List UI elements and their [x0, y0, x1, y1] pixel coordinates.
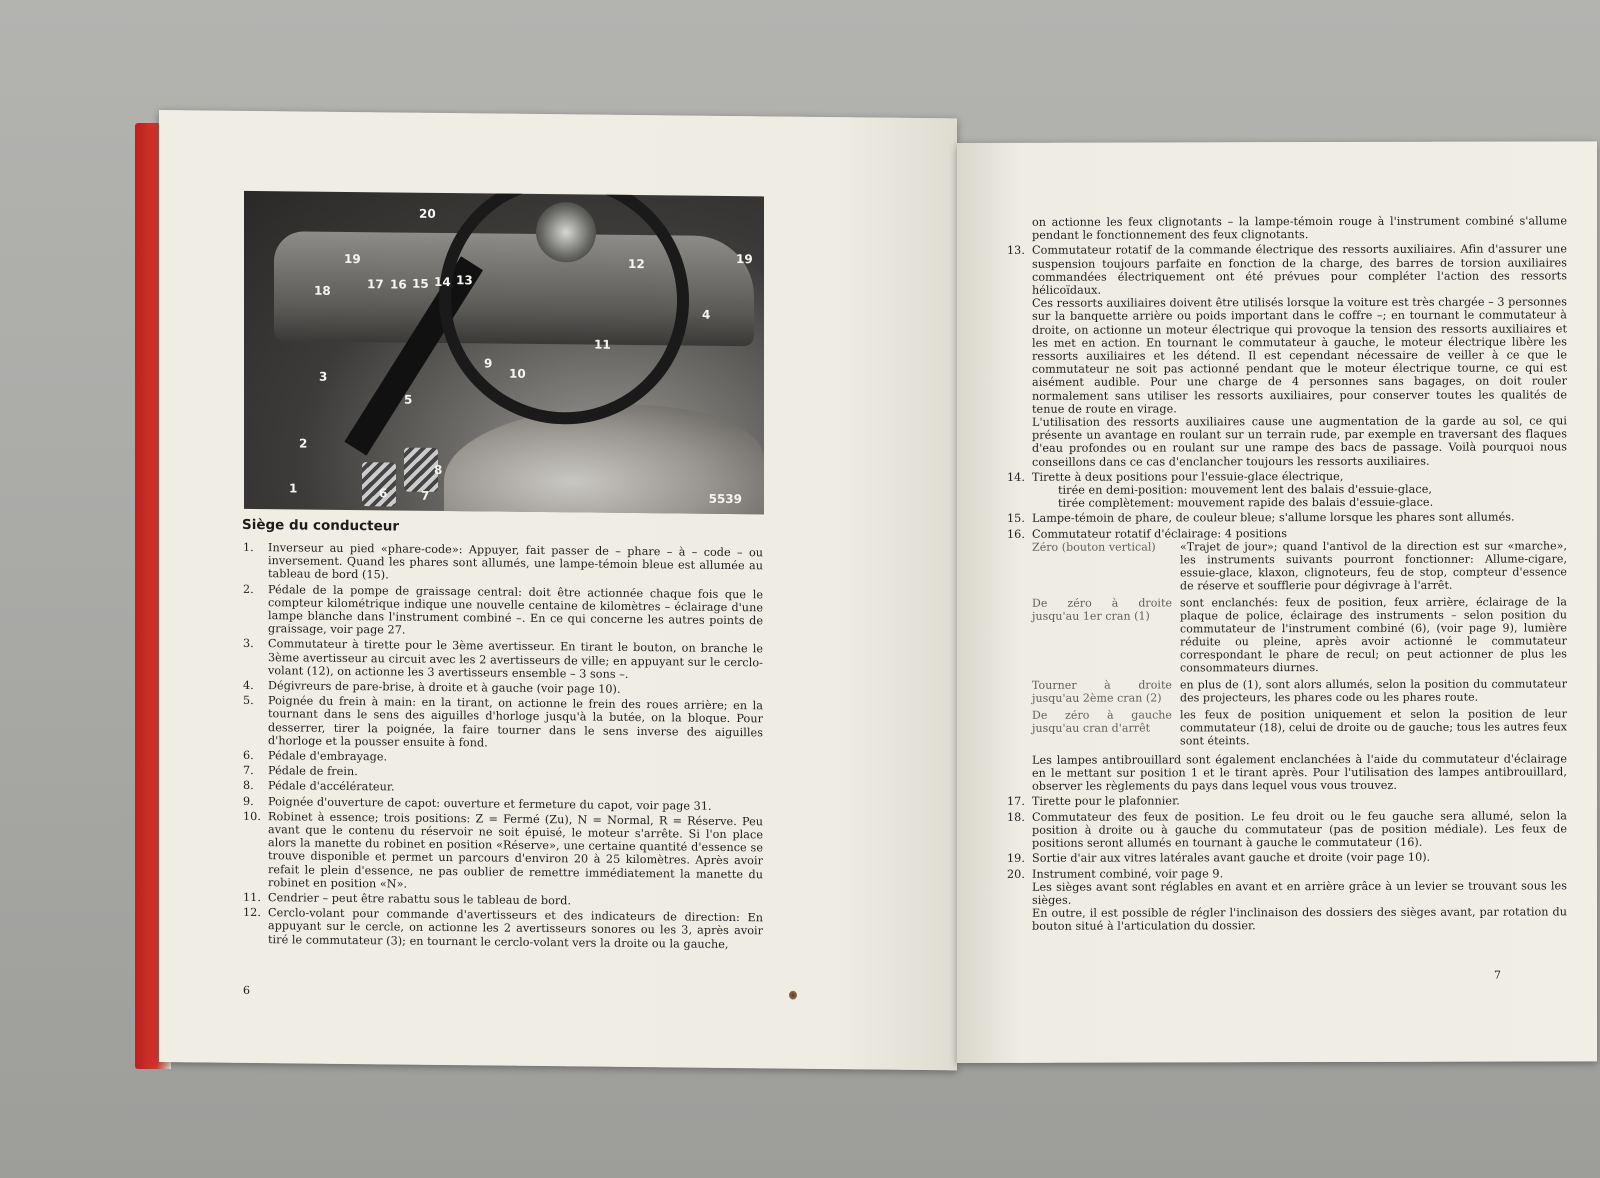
- table-row: Zéro (bouton vertical) «Trajet de jour»; quand l'antivol de la direction est sur «marche», les instruments suivants pourront fonctionner: Allume-cigare, essuie-glace, klaxon, clignoteurs, feu de stop, compteur d'essence de réserve et soufflerie pour dégivrage à l'arrêt.: [1032, 539, 1567, 593]
- list-item: 6. Pédale d'embrayage.: [243, 748, 388, 764]
- callout-label: 9: [484, 356, 493, 371]
- callout-label: 18: [314, 283, 331, 298]
- callout-label: 12: [628, 256, 645, 272]
- section-heading: Siège du conducteur: [242, 516, 400, 535]
- list-item: 3. Commutateur à tirette pour le 3ème avertisseur. En tirant le bouton, on branche le 3ème avertisseur au circuit avec les 2 avertisseurs de ville; en appuyant sur le cerclo-volant (12), on actionne les 3 avertisseurs ensemble – 3 sons –.: [243, 637, 763, 681]
- list-item: 8. Pédale d'accélérateur.: [243, 779, 395, 794]
- list-item: 10. Robinet à essence; trois positions: Z = Fermé (Zu), N = Normal, R = Réserve. Peu avant que le contenu du réservoir ne soit épuisé, le moteur s'arrête. Si l'on place alors la manette du robinet en position «Réserve», une certaine quantité d'essence se trouve disponible et permet un parcours d'environ 20 à 25 kilomètres. Après avoir refait le plein d'essence, ne pas oublier de remettre immédiatement la manette du robinet en position «N».: [243, 809, 763, 891]
- callout-label: 14: [434, 274, 451, 290]
- controls-list-left: [243, 541, 763, 953]
- right-page: [957, 141, 1597, 1063]
- callout-label: 5: [404, 392, 413, 407]
- callout-label: 6: [379, 486, 388, 501]
- list-item: 17. Tirette pour le plafonnier.: [1007, 794, 1180, 809]
- callout-label: 20: [419, 206, 436, 221]
- steering-hub-emblem: [536, 202, 596, 263]
- list-item: 4. Dégivreurs de pare-brise, à droite et à gauche (voir page 10).: [243, 678, 621, 696]
- page-stain: [789, 991, 797, 1000]
- callout-label: 13: [456, 273, 473, 288]
- table-row: De zéro à gauche jusqu'au cran d'arrêt les feux de position uniquement et selon la position de leur commutateur (18), celui de droite ou de gauche; tous les autres feux sont éteints.: [1032, 707, 1567, 748]
- page-number: 6: [243, 983, 250, 997]
- list-item: 11. Cendrier – peut être rabattu sous le tableau de bord.: [243, 890, 572, 908]
- callout-label: 8: [434, 462, 443, 477]
- list-item: 12. Cerclo-volant pour commande d'avertisseurs et des indicateurs de direction: En appuyant sur le cercle, on actionne les 2 avertisseurs sonores ou les 3, après avoir tiré le commutateur (3); en tournant le cerclo-volant vers la droite ou la gauche,: [243, 906, 763, 951]
- photo-number: 5539: [708, 491, 742, 507]
- callout-label: 19: [344, 251, 361, 267]
- list-item: 16. Commutateur rotatif d'éclairage: 4 positions: [1007, 526, 1288, 541]
- list-item: 5. Poignée du frein à main: en la tirant, on actionne le frein des roues arrière; en la tournant dans le sens des aiguilles d'horloge jusqu'à la butée, on la bloque. Pour desserrer, tirer la poignée, la faire tourner dans le sens inverse des aiguilles d'horloge et la pousser ensuite à fond.: [243, 694, 763, 750]
- callout-label: 16: [390, 277, 407, 292]
- controls-list-right: [1007, 214, 1567, 933]
- list-item: 7. Pédale de frein.: [243, 764, 358, 779]
- open-manual: [135, 108, 1567, 1073]
- table-row: De zéro à droite jusqu'au 1er cran (1) sont enclanchés: feux de position, feux arrière, éclairage de la plaque de police, éclairage des instruments – selon position du commutateur de l'instrument combiné (6), (voir page 9), lumière réduite ou pleine, après avoir actionné le commutateur correspondant le phare de recul; on peut actionner de plus les consommateurs diurnes.: [1032, 595, 1567, 675]
- dashboard-photo: [244, 191, 764, 514]
- callout-label: 10: [509, 366, 526, 381]
- list-item: 14. Tirette à deux positions pour l'essuie-glace électrique, tirée en demi-position: mouvement lent des balais d'essuie-glace, tirée complètement: mouvement rapide des balais d'essuie-glace.: [1007, 469, 1434, 511]
- continuation-text: on actionne les feux clignotants – la lampe-témoin rouge à l'instrument combiné s'allume pendant le fonctionnement des feux clignotants.: [1032, 214, 1567, 243]
- list-item: 2. Pédale de la pompe de graissage central: doit être actionnée chaque fois que le compteur kilométrique indique une nouvelle centaine de kilomètres – éclairage d'une lampe blanche dans l'instrument combiné –. En ce qui concerne les autres points de graissage, voir page 27.: [243, 582, 763, 637]
- list-item: 20. Instrument combiné, voir page 9. Les sièges avant sont réglables en avant et en arrière grâce à un levier se trouvant sous les sièges. En outre, il est possible de régler l'inclinaison des dossiers des sièges avant, par rotation du bouton situé à l'articulation du dossier.: [1007, 866, 1567, 934]
- pedal-brake: [404, 448, 438, 492]
- light-positions-table: [1032, 539, 1567, 751]
- list-item: 15. Lampe-témoin de phare, de couleur bleue; s'allume lorsque les phares sont allumés.: [1007, 511, 1515, 526]
- fog-lamp-note: Les lampes antibrouillard sont également enclanchées à l'aide du commutateur d'éclairage en le mettant sur position 1 et le tirant après. Pour l'utilisation des lampes antibrouillard, observer les règlements du pays dans lequel vous vous trouvez.: [1032, 752, 1567, 794]
- callout-label: 11: [594, 337, 611, 352]
- list-item: 9. Poignée d'ouverture de capot: ouverture et fermeture du capot, voir page 31.: [243, 794, 712, 813]
- table-row: Tourner à droite jusqu'au 2ème cran (2) en plus de (1), sont alors allumés, selon la position du commutateur des projecteurs, les phares code ou les phares route.: [1032, 677, 1567, 705]
- callout-label: 4: [702, 307, 711, 322]
- callout-label: 1: [289, 481, 298, 496]
- callout-label: 7: [421, 488, 430, 503]
- list-item: 19. Sortie d'air aux vitres latérales avant gauche et droite (voir page 10).: [1007, 851, 1431, 866]
- list-item: 13. Commutateur rotatif de la commande électrique des ressorts auxiliaires. Afin d'assurer une suspension toujours parfaite en fonction de la charge, des barres de torsion auxiliaires commandées électriquement ont été prévues pour compléter l'action des ressorts hélicoïdaux. Ces ressorts auxiliaires doivent être utilisés lorsque la voiture est très chargée – 3 personnes sur la banquette arrière ou poids important dans le coffre –; en tournant le commutateur à droite, on actionne un moteur électrique qui provoque la tension des ressorts auxiliaires et les met en action. En tournant le commutateur à gauche, le moteur électrique libère les ressorts auxiliaires et les détend. Il est cependant nécessaire de veiller à ce que le commutateur ne soit pas actionné pendant que le moteur électrique tourne, ce qui est aisément audible. Pour une charge de 4 personnes sans bagages, on doit rouler normalement sans utiliser les ressorts auxiliaires, pour conserver toutes les qualités de tenue de route en virage. L'utilisation des ressorts auxiliaires cause une augmentation de la garde au sol, ce qui présente un avantage en roulant sur un terrain rude, par exemple en traversant des flaques d'eau profondes ou en roulant sur une rampe des bacs de passage. Voilà pourquoi nous conseillons dans ce cas d'enclancher toujours les ressorts auxiliaires.: [1007, 242, 1567, 469]
- callout-label: 2: [299, 436, 308, 451]
- callout-label: 15: [412, 276, 429, 291]
- left-page: [159, 110, 957, 1070]
- callout-label: 17: [367, 277, 384, 292]
- callout-label: 3: [319, 369, 328, 384]
- callout-label: 19: [736, 252, 753, 267]
- list-item: 1. Inverseur au pied «phare-code»: Appuyer, fait passer de – phare – à – code – ou inversement. Quand les phares sont allumés, une lampe-témoin bleue est allumée au tableau de bord (15).: [243, 540, 763, 582]
- list-item: 18. Commutateur des feux de position. Le feu droit ou le feu gauche sera allumé, selon la position à droite ou à gauche du commutateur (pas de position médiale). Les feux de positions seront allumés en tournant à gauche le commutateur (16).: [1007, 809, 1567, 850]
- page-number: 7: [1494, 968, 1501, 982]
